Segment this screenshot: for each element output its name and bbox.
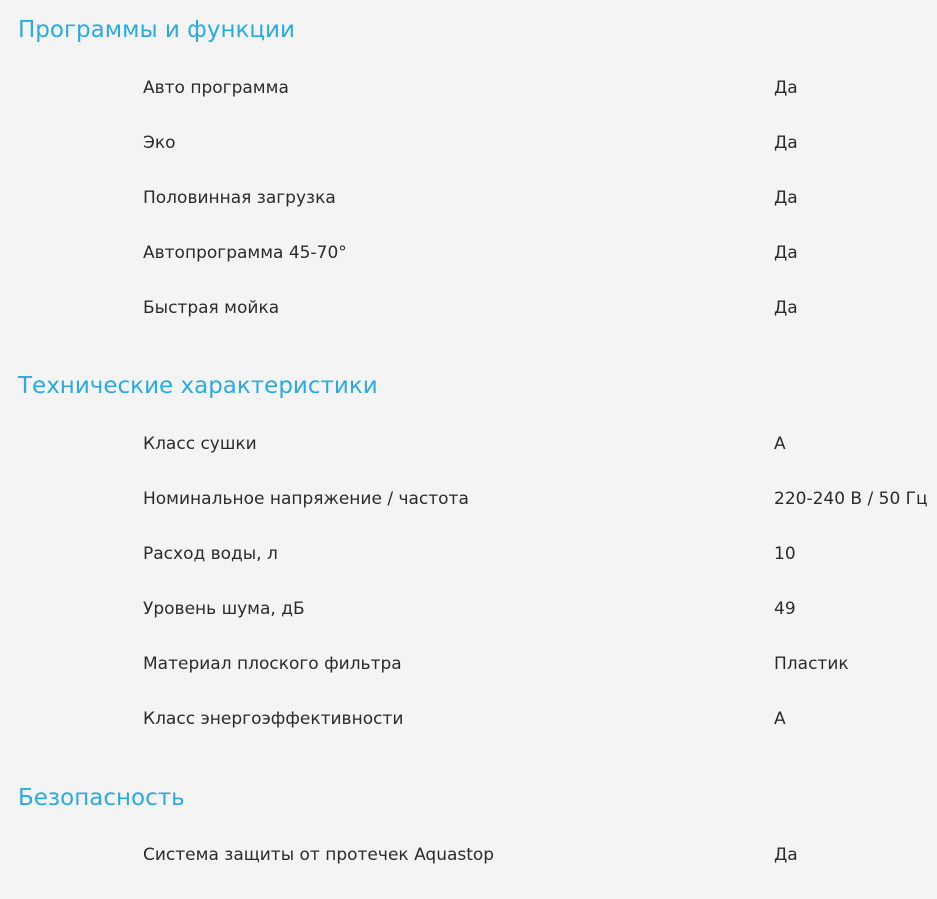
spec-row-aquastop <box>0 844 937 899</box>
spec-value: Да <box>774 243 798 263</box>
spec-label: Автопрограмма 45-70° <box>143 243 347 263</box>
spec-value: Да <box>774 78 798 98</box>
spec-value: 49 <box>774 599 796 619</box>
section-technical-specs <box>0 371 937 729</box>
spec-list <box>0 77 937 352</box>
spec-row-filter-material <box>0 653 937 708</box>
section-title: Программы и функции <box>18 17 295 43</box>
spec-row-half-load <box>0 187 937 242</box>
spec-row-auto-45-70 <box>0 242 937 297</box>
spec-label: Система защиты от протечек Aquastop <box>143 845 495 865</box>
spec-value: Пластик <box>774 654 849 674</box>
spec-value: 220-240 В / 50 Гц <box>774 489 928 509</box>
spec-label: Уровень шума, дБ <box>143 599 305 619</box>
spec-label: Номинальное напряжение / частота <box>143 489 469 509</box>
section-programs-and-functions <box>0 15 937 318</box>
section-title: Технические характеристики <box>18 373 378 399</box>
spec-row-noise-level <box>0 598 937 653</box>
spec-label: Расход воды, л <box>143 544 278 564</box>
spec-row-auto-program <box>0 77 937 132</box>
spec-label: Класс сушки <box>143 434 257 454</box>
spec-value: Да <box>774 133 798 153</box>
spec-value: A <box>774 434 786 454</box>
spec-list <box>0 844 937 899</box>
section-safety <box>0 783 937 865</box>
spec-row-eco <box>0 132 937 187</box>
spec-value: Да <box>774 298 798 318</box>
spec-label: Быстрая мойка <box>143 298 280 318</box>
spec-row-drying-class <box>0 433 937 488</box>
spec-value: Да <box>774 188 798 208</box>
spec-label: Эко <box>143 133 176 153</box>
section-title: Безопасность <box>18 785 185 811</box>
spec-label: Половинная загрузка <box>143 188 336 208</box>
spec-label: Класс энергоэффективности <box>143 709 404 729</box>
spec-value: Да <box>774 845 798 865</box>
spec-row-quick-wash <box>0 297 937 352</box>
spec-value: A <box>774 709 786 729</box>
spec-list <box>0 433 937 763</box>
spec-row-energy-class <box>0 708 937 763</box>
spec-row-voltage-frequency <box>0 488 937 543</box>
spec-row-water-consumption <box>0 543 937 598</box>
spec-value: 10 <box>774 544 796 564</box>
spec-label: Авто программа <box>143 78 289 98</box>
spec-label: Материал плоского фильтра <box>143 654 402 674</box>
